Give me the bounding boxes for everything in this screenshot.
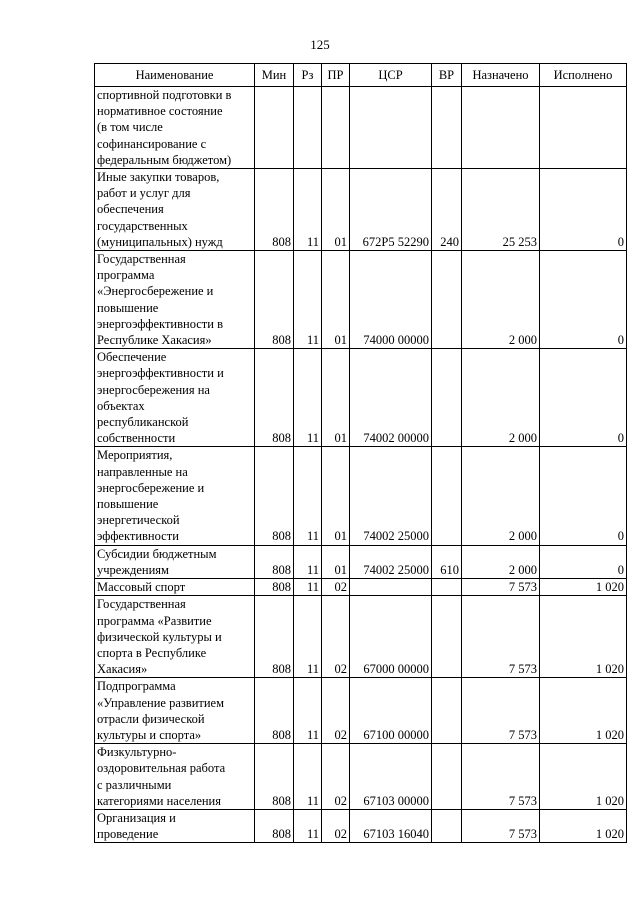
row-name: Массовый спорт	[95, 579, 255, 596]
row-csr	[350, 87, 432, 169]
row-min: 808	[255, 744, 294, 810]
row-assigned: 7 573	[462, 809, 540, 842]
row-min: 808	[255, 251, 294, 349]
row-vr	[432, 596, 462, 678]
row-assigned: 2 000	[462, 349, 540, 447]
row-pr	[322, 87, 350, 169]
row-min: 808	[255, 678, 294, 744]
row-min: 808	[255, 809, 294, 842]
row-name: спортивной подготовки в нормативное состояние (в том числе софинансирование с федеральным бюджетом)	[95, 87, 255, 169]
row-rz: 11	[294, 809, 322, 842]
row-pr: 02	[322, 678, 350, 744]
column-header-executed: Исполнено	[540, 64, 627, 87]
row-rz: 11	[294, 169, 322, 251]
table-row	[95, 349, 627, 447]
table-row	[95, 809, 627, 842]
column-header-name: Наименование	[95, 64, 255, 87]
row-executed: 0	[540, 447, 627, 545]
row-executed: 1 020	[540, 596, 627, 678]
row-executed	[540, 87, 627, 169]
row-vr	[432, 678, 462, 744]
row-vr	[432, 809, 462, 842]
row-vr	[432, 447, 462, 545]
row-name: Физкультурно- оздоровительная работа с различными категориями населения	[95, 744, 255, 810]
row-min	[255, 87, 294, 169]
row-rz: 11	[294, 744, 322, 810]
row-name: Организация и проведение	[95, 809, 255, 842]
row-vr	[432, 579, 462, 596]
table-header-row	[95, 64, 627, 87]
row-min: 808	[255, 596, 294, 678]
row-executed: 1 020	[540, 744, 627, 810]
row-assigned	[462, 87, 540, 169]
table-row	[95, 87, 627, 169]
row-assigned: 7 573	[462, 744, 540, 810]
row-vr	[432, 349, 462, 447]
row-csr: 74002 25000	[350, 447, 432, 545]
row-rz: 11	[294, 596, 322, 678]
row-pr: 01	[322, 349, 350, 447]
column-header-rz: Рз	[294, 64, 322, 87]
row-rz: 11	[294, 349, 322, 447]
row-csr: 67100 00000	[350, 678, 432, 744]
row-name: Обеспечение энергоэффективности и энергосбережения на объектах республиканской собственности	[95, 349, 255, 447]
row-rz: 11	[294, 251, 322, 349]
row-rz: 11	[294, 447, 322, 545]
row-pr: 01	[322, 251, 350, 349]
row-pr: 01	[322, 447, 350, 545]
row-min: 808	[255, 169, 294, 251]
row-vr: 240	[432, 169, 462, 251]
table-row	[95, 678, 627, 744]
column-header-assigned: Назначено	[462, 64, 540, 87]
row-assigned: 2 000	[462, 251, 540, 349]
table-row	[95, 545, 627, 578]
row-min: 808	[255, 349, 294, 447]
row-rz: 11	[294, 545, 322, 578]
row-pr: 02	[322, 596, 350, 678]
row-rz	[294, 87, 322, 169]
row-executed: 1 020	[540, 579, 627, 596]
page-number: 125	[310, 37, 330, 52]
table-row	[95, 169, 627, 251]
table-row	[95, 251, 627, 349]
row-executed: 0	[540, 349, 627, 447]
row-vr	[432, 87, 462, 169]
row-name: Государственная программа «Развитие физической культуры и спорта в Республике Хакасия»	[95, 596, 255, 678]
row-assigned: 2 000	[462, 447, 540, 545]
budget-table	[94, 63, 627, 843]
row-name: Иные закупки товаров, работ и услуг для обеспечения государственных (муниципальных) нужд	[95, 169, 255, 251]
row-rz: 11	[294, 678, 322, 744]
row-name: Мероприятия, направленные на энергосбережение и повышение энергетической эффективности	[95, 447, 255, 545]
table-row	[95, 596, 627, 678]
row-vr: 610	[432, 545, 462, 578]
row-name: Субсидии бюджетным учреждениям	[95, 545, 255, 578]
row-name: Подпрограмма «Управление развитием отрасли физической культуры и спорта»	[95, 678, 255, 744]
row-csr: 67103 16040	[350, 809, 432, 842]
table-row	[95, 447, 627, 545]
row-pr: 01	[322, 169, 350, 251]
row-pr: 02	[322, 579, 350, 596]
row-csr: 672Р5 52290	[350, 169, 432, 251]
column-header-vr: ВР	[432, 64, 462, 87]
row-assigned: 2 000	[462, 545, 540, 578]
row-assigned: 7 573	[462, 579, 540, 596]
row-assigned: 7 573	[462, 596, 540, 678]
row-name: Государственная программа «Энергосбережение и повышение энергоэффективности в Республике Хакасия»	[95, 251, 255, 349]
row-csr: 74000 00000	[350, 251, 432, 349]
row-csr: 74002 00000	[350, 349, 432, 447]
row-vr	[432, 744, 462, 810]
table-row	[95, 579, 627, 596]
row-rz: 11	[294, 579, 322, 596]
row-min: 808	[255, 545, 294, 578]
row-assigned: 25 253	[462, 169, 540, 251]
table-row	[95, 744, 627, 810]
column-header-csr: ЦСР	[350, 64, 432, 87]
row-csr	[350, 579, 432, 596]
row-executed: 1 020	[540, 678, 627, 744]
column-header-pr: ПР	[322, 64, 350, 87]
row-executed: 0	[540, 545, 627, 578]
row-executed: 0	[540, 251, 627, 349]
row-executed: 0	[540, 169, 627, 251]
row-csr: 67000 00000	[350, 596, 432, 678]
row-min: 808	[255, 579, 294, 596]
row-executed: 1 020	[540, 809, 627, 842]
row-pr: 02	[322, 809, 350, 842]
row-pr: 02	[322, 744, 350, 810]
column-header-min: Мин	[255, 64, 294, 87]
row-pr: 01	[322, 545, 350, 578]
row-csr: 67103 00000	[350, 744, 432, 810]
row-csr: 74002 25000	[350, 545, 432, 578]
row-assigned: 7 573	[462, 678, 540, 744]
row-min: 808	[255, 447, 294, 545]
row-vr	[432, 251, 462, 349]
